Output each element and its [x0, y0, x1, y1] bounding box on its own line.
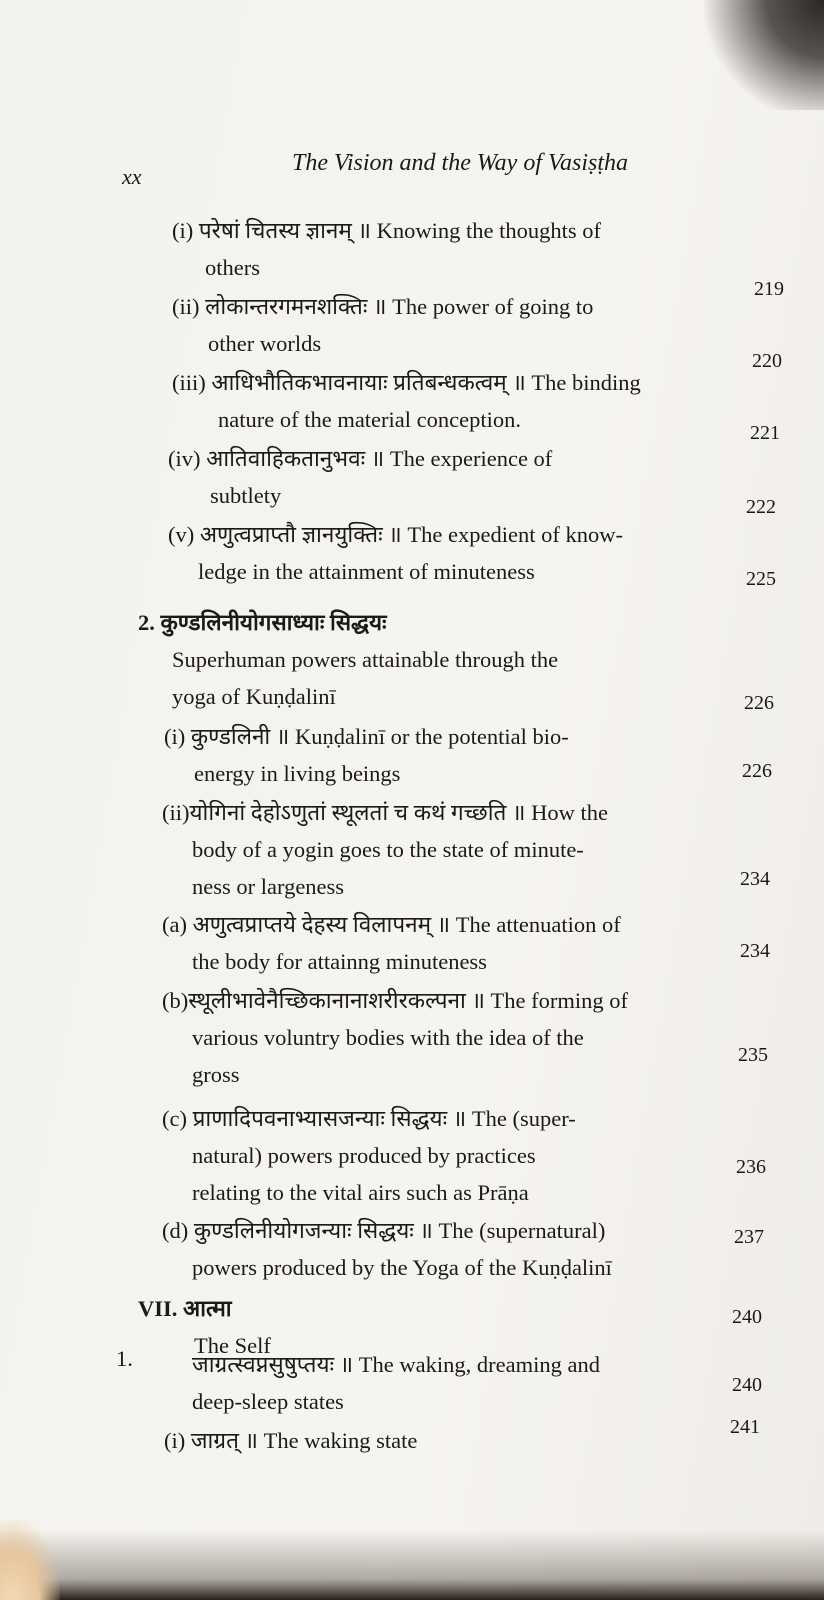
page-header: [0, 150, 824, 190]
entry-line: (d) कुण्डलिनीयोगजन्याः सिद्धयः ॥ The (supernatural): [162, 1218, 606, 1243]
toc-entry: [162, 906, 621, 980]
entry-line: other worlds: [208, 331, 322, 356]
page-number: 222: [746, 496, 776, 518]
toc-entry: [172, 364, 641, 438]
entry-line: (i) कुण्डलिनी ॥ Kuṇḍalinī or the potential bio-: [164, 724, 569, 749]
entry-line: (ii) लोकान्तरगमनशक्तिः ॥ The power of going to: [172, 294, 594, 319]
page-number: 241: [730, 1416, 760, 1438]
toc-entry-body: [192, 1346, 600, 1420]
page-number: 220: [752, 350, 782, 372]
entry-line: powers produced by the Yoga of the Kuṇḍalinī: [192, 1255, 612, 1280]
entry-line: ledge in the attainment of minuteness: [198, 559, 535, 584]
entry-line: gross: [192, 1062, 240, 1087]
entry-line: energy in living beings: [194, 761, 401, 786]
entry-line: yoga of Kuṇḍalinī: [172, 684, 336, 709]
entry-line: (iv) आतिवाहिकतानुभवः ॥ The experience of: [168, 446, 553, 471]
toc-entry: [116, 1340, 133, 1377]
bottom-shadow: [0, 1530, 824, 1600]
page-number: 221: [750, 422, 780, 444]
running-title: The Vision and the Way of Vasiṣṭha: [292, 150, 628, 176]
page-number: 236: [736, 1156, 766, 1178]
entry-line: (iii) आधिभौतिकभावनायाः प्रतिबन्धकत्वम् ॥ The binding: [172, 370, 641, 395]
entry-line: The Self: [194, 1333, 271, 1358]
page-folio: xx: [122, 164, 142, 189]
entry-line: (i) परेषां चितस्य ज्ञानम् ॥ Knowing the thoughts of: [172, 218, 601, 243]
page-number: 226: [744, 692, 774, 714]
entry-line: relating to the vital airs such as Prāṇa: [192, 1180, 529, 1205]
entry-line: VII. आत्मा: [138, 1296, 232, 1321]
page-number: 240: [732, 1374, 762, 1396]
entry-line: natural) powers produced by practices: [192, 1143, 536, 1168]
page-number: 225: [746, 568, 776, 590]
page-number: 219: [754, 278, 784, 300]
page-number: 240: [732, 1306, 762, 1328]
toc-entry: [138, 604, 558, 715]
page-number: 234: [740, 940, 770, 962]
page-number: 237: [734, 1226, 764, 1248]
page-number: 235: [738, 1044, 768, 1066]
entry-line: (i) जाग्रत् ॥ The waking state: [164, 1428, 418, 1453]
entry-line: 2. कुण्डलिनीयोगसाध्याः सिद्धयः: [138, 610, 387, 635]
toc-entry: [162, 982, 628, 1093]
page-number: 234: [740, 868, 770, 890]
toc-entry: [172, 288, 593, 362]
toc-entry: [168, 516, 623, 590]
page-edge-shadow: [704, 0, 824, 110]
entry-line: the body for attainng minuteness: [192, 949, 487, 974]
entry-line: (v) अणुत्वप्राप्तौ ज्ञानयुक्तिः ॥ The expedient of know-: [168, 522, 623, 547]
entry-line: (b)स्थूलीभावेनैच्छिकानानाशरीरकल्पना ॥ The forming of: [162, 988, 629, 1013]
toc-entry: [162, 1212, 612, 1286]
toc-entry: [164, 1422, 417, 1459]
toc-entry: [162, 1100, 576, 1211]
page-number: 226: [742, 760, 772, 782]
entry-line: Superhuman powers attainable through the: [172, 647, 559, 672]
entry-line: nature of the material conception.: [218, 407, 521, 432]
entry-line: others: [205, 255, 260, 280]
toc-entry: [164, 718, 569, 792]
toc-entry: [172, 212, 601, 286]
entry-line: 1.: [116, 1346, 133, 1371]
entry-line: (ii)योगिनां देहोऽणुतां स्थूलतां च कथं गच्छति ॥ How the: [162, 800, 608, 825]
entry-line: subtlety: [210, 483, 282, 508]
entry-line: (c) प्राणादिपवनाभ्यासजन्याः सिद्धयः ॥ The (super-: [162, 1106, 576, 1131]
toc-entry: [168, 440, 552, 514]
thumb-shape: [0, 1520, 60, 1600]
toc-entry: [162, 794, 608, 905]
entry-line: (a) अणुत्वप्राप्तये देहस्य विलापनम् ॥ The attenuation of: [162, 912, 621, 937]
entry-line: ness or largeness: [192, 874, 345, 899]
entry-line: जाग्रत्स्वप्नसुषुप्तयः ॥ The waking, dreaming and: [192, 1352, 600, 1377]
entry-line: various voluntry bodies with the idea of the: [192, 1025, 584, 1050]
entry-line: deep-sleep states: [192, 1389, 344, 1414]
entry-line: body of a yogin goes to the state of minute-: [192, 837, 584, 862]
